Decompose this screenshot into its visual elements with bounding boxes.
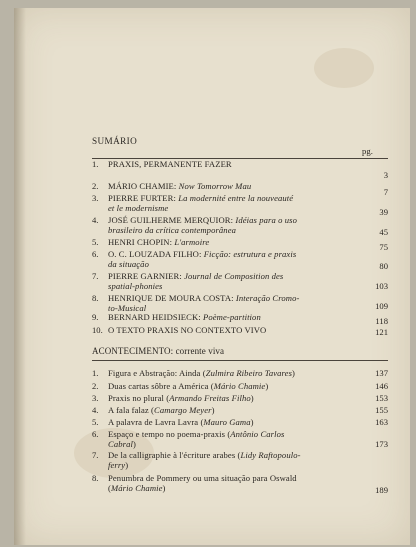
toc-item-work-continued: brasileiro da crítica contemporânea (108, 225, 237, 235)
toc-item-work: Journal de Composition des (184, 271, 284, 281)
toc-item-page: 75 (379, 242, 388, 252)
toc-item-number: 6. (92, 249, 99, 259)
toc-item-author: BERNARD HEIDSIECK: (108, 312, 204, 322)
acontecimento-item-text: A fala falaz ( (108, 405, 155, 415)
toc-item-number: 2. (92, 181, 99, 191)
acontecimento-item-text: ) (211, 405, 215, 415)
acontecimento-item-page: 155 (375, 405, 388, 415)
page-spine-shadow (14, 8, 26, 545)
toc-item-number: 1. (92, 159, 99, 169)
toc-item-author: PRAXIS, PERMANENTE FAZER (108, 159, 232, 169)
toc-item-title (108, 313, 261, 322)
toc-item-title (108, 216, 297, 225)
acontecimento-item-text: A palavra de Lavra Lavra ( (108, 417, 204, 427)
toc-item-page: 103 (375, 281, 388, 291)
toc-item-work: Ficção: estrutura e praxis (203, 249, 297, 259)
toc-item-title (108, 326, 266, 335)
acontecimento-item-number: 2. (92, 381, 99, 391)
toc-item-title-continued (108, 260, 149, 269)
toc-item-work: Now Tomorrow Mau (178, 181, 252, 191)
acontecimento-item-title (108, 474, 297, 483)
book-page (14, 8, 410, 545)
toc-item-number: 5. (92, 237, 99, 247)
acontecimento-item-title-continued (108, 461, 128, 470)
acontecimento-item-title (108, 451, 301, 460)
paper-stain (314, 48, 374, 88)
acontecimento-item-text: ) (250, 393, 254, 403)
acontecimento-item-title (108, 382, 268, 391)
toc-item-work-continued: to-Musical (108, 303, 147, 313)
acontecimento-item-text: Espaço e tempo no poema-praxis ( (108, 429, 231, 439)
toc-item-work: La modernité entre la nouveauté (178, 193, 294, 203)
toc-item-work-continued: spatial-phonies (108, 281, 163, 291)
pg-label: pg. (362, 146, 374, 156)
acontecimento-item-page: 163 (375, 417, 388, 427)
acontecimento-item-author: Antônio Carlos (230, 429, 285, 439)
acontecimento-item-page: 189 (375, 485, 388, 495)
toc-item-number: 7. (92, 271, 99, 281)
acontecimento-item-text: ) (132, 439, 136, 449)
toc-item-page: 3 (383, 170, 388, 180)
toc-item-author: HENRIQUE DE MOURA COSTA: (108, 293, 236, 303)
acontecimento-item-author: Mário Chamie (213, 381, 266, 391)
toc-item-work: Idéias para o uso (235, 215, 297, 225)
toc-item-page: 118 (375, 316, 388, 326)
acontecimento-item-number: 4. (92, 405, 99, 415)
acontecimento-heading (92, 347, 224, 356)
acontecimento-item-number: 3. (92, 393, 99, 403)
acontecimento-rule (92, 360, 388, 361)
acontecimento-item-text: ) (125, 460, 129, 470)
toc-item-work-continued: da situação (108, 259, 149, 269)
acontecimento-item-text: De la calligraphie à l'écriture arabes ( (108, 450, 241, 460)
toc-item-page: 39 (379, 207, 388, 217)
acontecimento-item-number: 1. (92, 368, 99, 378)
acontecimento-item-page: 146 (375, 381, 388, 391)
acontecimento-item-number: 5. (92, 417, 99, 427)
toc-item-work-continued: et le modernisme (108, 203, 169, 213)
toc-item-author: O TEXTO PRAXIS NO CONTEXTO VIVO (108, 325, 267, 335)
toc-item-title (108, 160, 232, 169)
acontecimento-item-author: Mário Chamie (110, 483, 163, 493)
toc-item-author: JOSÉ GUILHERME MERQUIOR: (108, 215, 236, 225)
acontecimento-item-page: 137 (375, 368, 388, 378)
acontecimento-item-author: ferry (108, 460, 126, 470)
toc-item-author: O. C. LOUZADA FILHO: (108, 249, 204, 259)
toc-item-title-continued (108, 204, 168, 213)
toc-item-work: L'armoire (174, 237, 210, 247)
toc-item-title (108, 250, 296, 259)
toc-item-work: Interação Cromo- (235, 293, 300, 303)
toc-item-page: 7 (383, 187, 388, 197)
acontecimento-item-text: Figura e Abstração: Ainda ( (108, 368, 206, 378)
acontecimento-item-title (108, 430, 284, 439)
acontecimento-item-title (108, 406, 215, 415)
acontecimento-title: ACONTECIMENTO: (92, 346, 174, 356)
toc-item-page: 109 (375, 301, 388, 311)
acontecimento-item-author: Cabral (108, 439, 133, 449)
toc-item-author: PIERRE GARNIER: (108, 271, 185, 281)
acontecimento-item-number: 8. (92, 473, 99, 483)
acontecimento-item-title-continued (108, 440, 136, 449)
toc-item-page: 45 (379, 227, 388, 237)
acontecimento-item-title (108, 418, 254, 427)
toc-item-author: HENRI CHOPIN: (108, 237, 175, 247)
toc-item-number: 3. (92, 193, 99, 203)
toc-item-page: 121 (375, 327, 388, 337)
acontecimento-item-text: Duas cartas sôbre a América ( (108, 381, 214, 391)
acontecimento-item-author: Zulmira Ribeiro Tavares (205, 368, 293, 378)
acontecimento-item-text: ) (265, 381, 269, 391)
toc-item-title (108, 294, 299, 303)
acontecimento-item-author: Mauro Gama (203, 417, 251, 427)
acontecimento-item-text: ) (250, 417, 254, 427)
acontecimento-item-author: Lidy Raftopoulo- (240, 450, 301, 460)
toc-item-number: 4. (92, 215, 99, 225)
toc-item-title-continued (108, 226, 236, 235)
acontecimento-item-text: ( (108, 483, 111, 493)
acontecimento-item-title (108, 394, 254, 403)
acontecimento-item-text: ) (162, 483, 166, 493)
toc-item-title (108, 272, 283, 281)
acontecimento-item-title (108, 369, 295, 378)
acontecimento-item-title-continued (108, 484, 166, 493)
toc-item-page: 80 (379, 261, 388, 271)
toc-item-number: 8. (92, 293, 99, 303)
acontecimento-item-author: Camargo Meyer (154, 405, 212, 415)
toc-item-number: 9. (92, 312, 99, 322)
acontecimento-item-text: ) (292, 368, 295, 378)
toc-item-title (108, 194, 293, 203)
toc-item-number: 10. (92, 325, 103, 335)
toc-item-title-continued (108, 282, 163, 291)
toc-heading: SUMÁRIO (92, 136, 138, 146)
toc-item-author: MÁRIO CHAMIE: (108, 181, 179, 191)
acontecimento-item-page: 173 (375, 439, 388, 449)
toc-item-title (108, 238, 209, 247)
toc-item-author: PIERRE FURTER: (108, 193, 179, 203)
acontecimento-item-page: 153 (375, 393, 388, 403)
acontecimento-subtitle: corrente viva (173, 346, 225, 356)
toc-item-work: Poème-partition (203, 312, 261, 322)
acontecimento-item-author: Armando Freitas Filho (169, 393, 251, 403)
acontecimento-item-text: Praxis no plural ( (108, 393, 170, 403)
acontecimento-item-number: 7. (92, 450, 99, 460)
toc-item-title (108, 182, 251, 191)
acontecimento-item-text: Penumbra de Pommery ou uma situação para Oswald (108, 473, 297, 483)
acontecimento-item-number: 6. (92, 429, 99, 439)
